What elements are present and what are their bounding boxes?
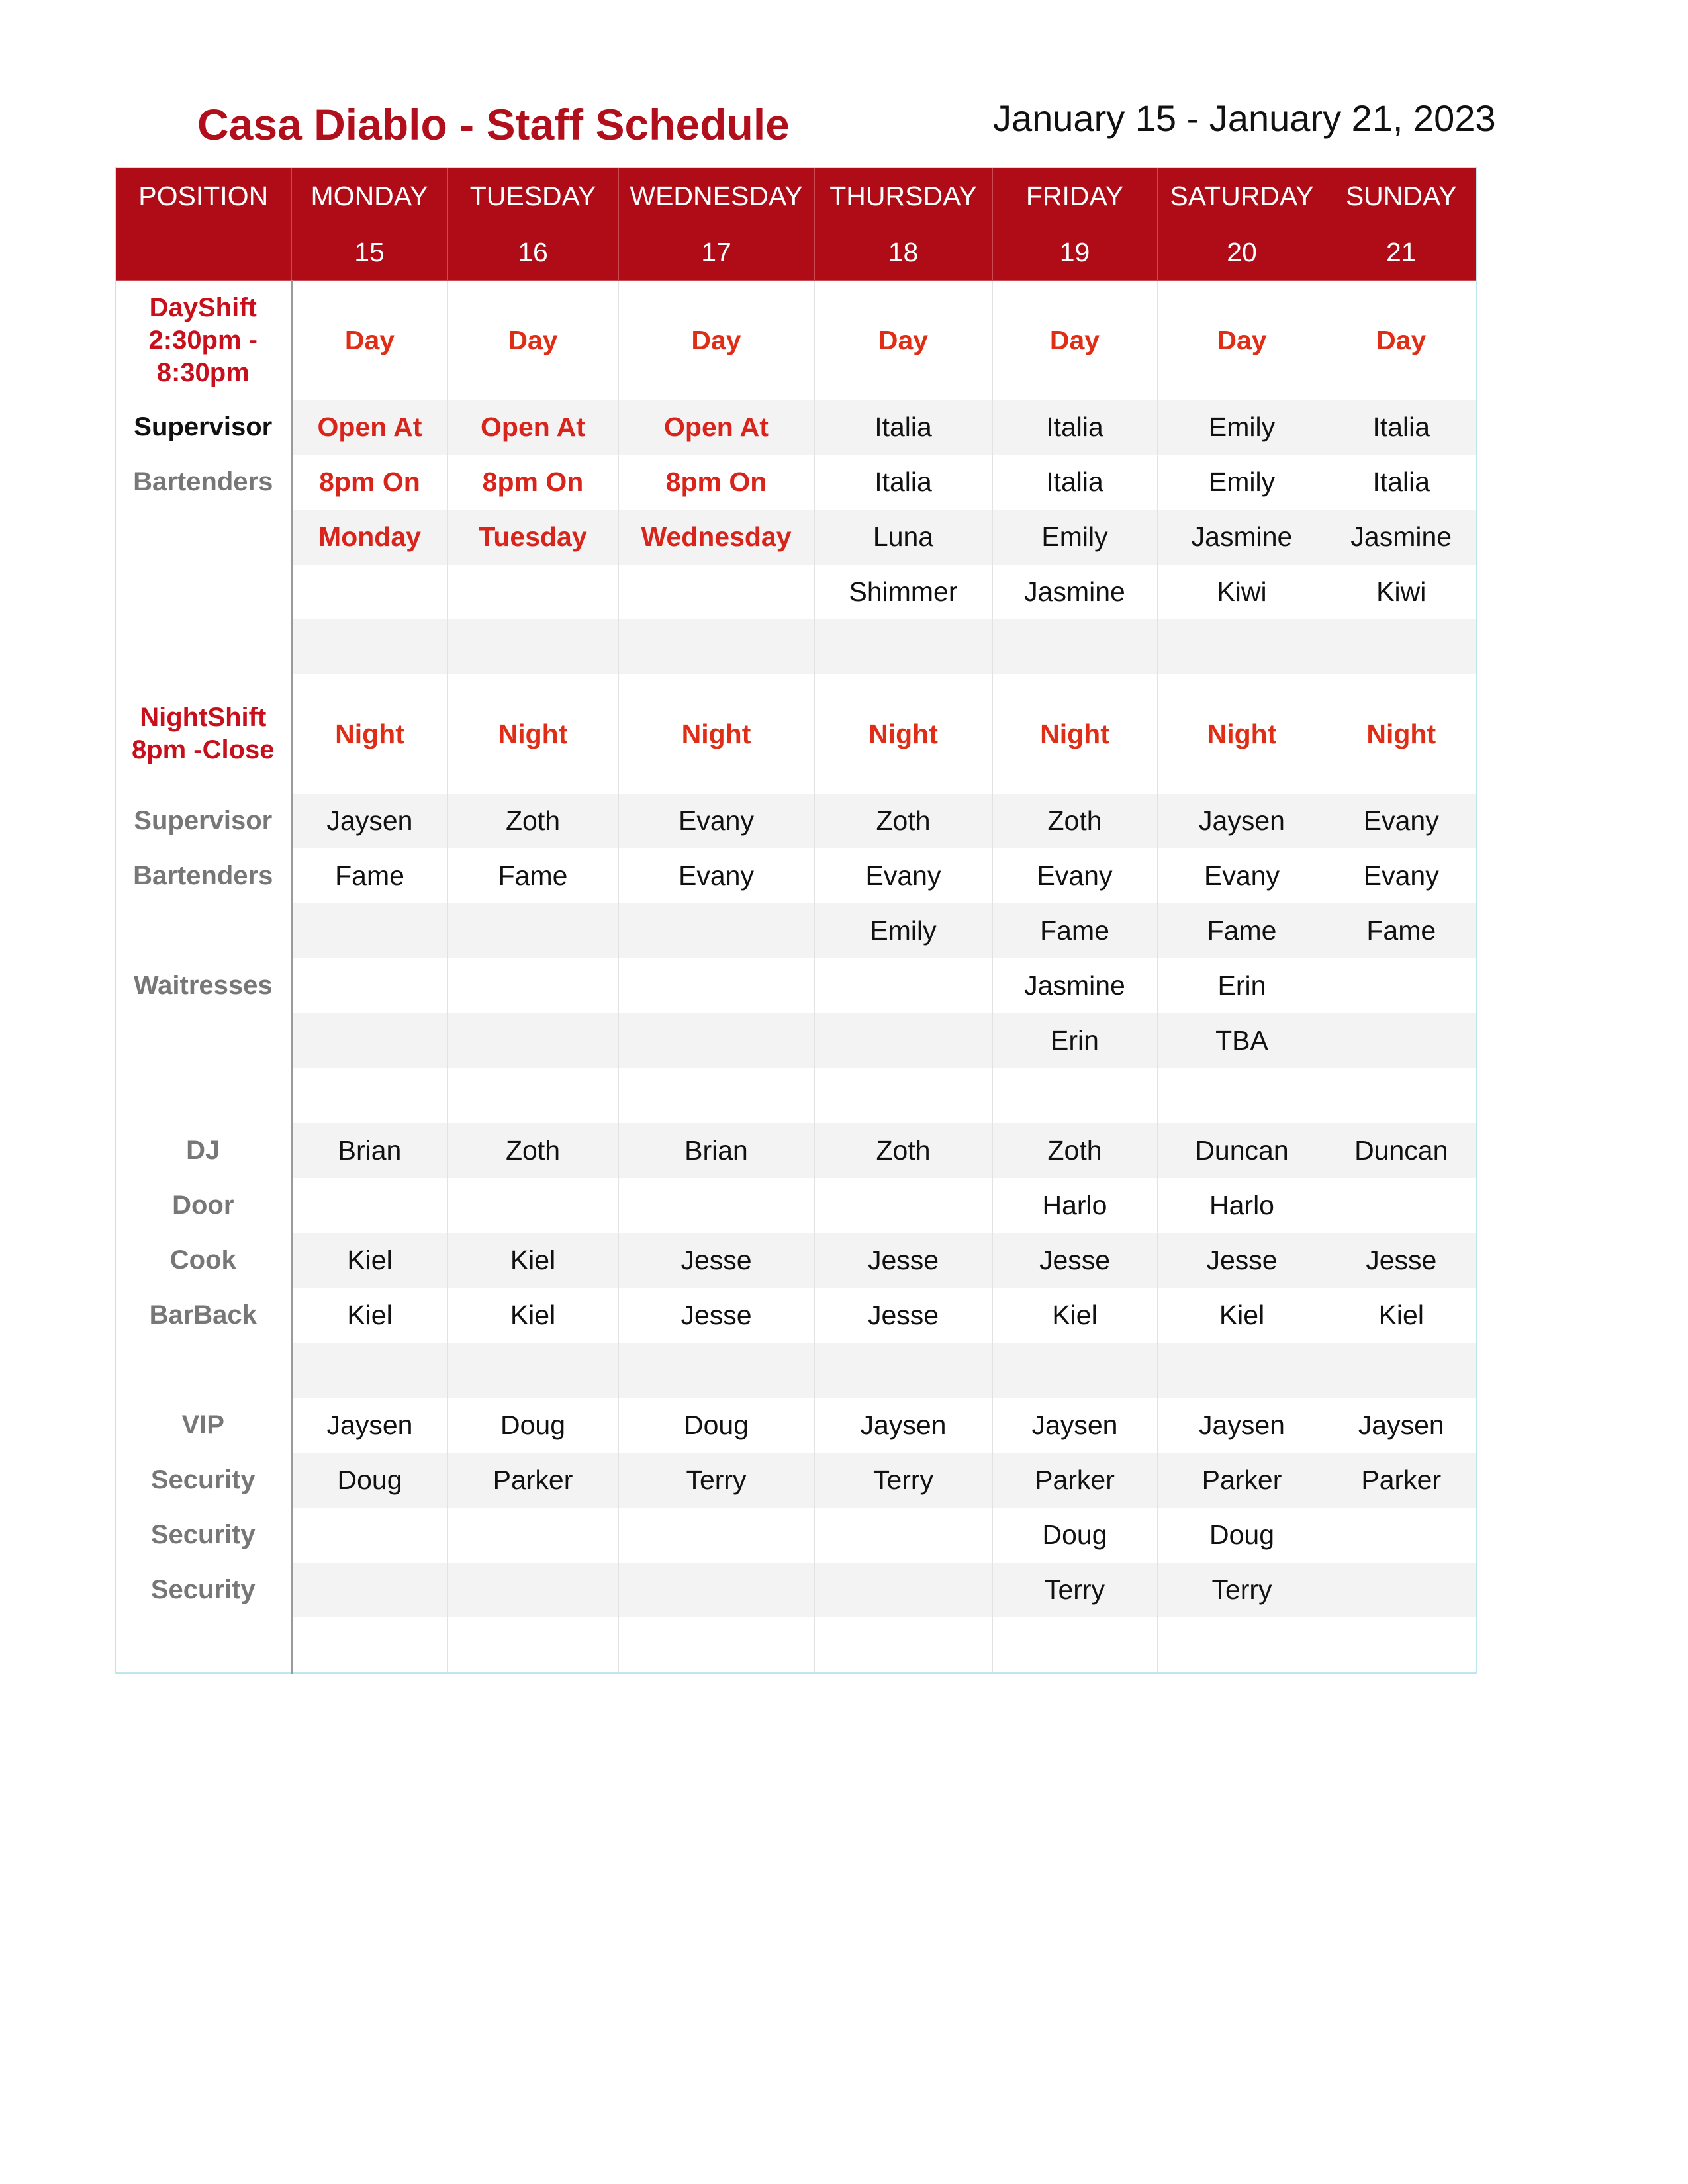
day-shift-label-line: 8:30pm bbox=[156, 357, 250, 387]
position-label: Cook bbox=[115, 1233, 291, 1288]
spacer-row bbox=[115, 619, 1476, 674]
header-date: 17 bbox=[618, 224, 814, 281]
schedule-cell: Kiel bbox=[1157, 1288, 1327, 1343]
position-label: Bartenders bbox=[115, 455, 291, 510]
table-row bbox=[115, 848, 1476, 903]
schedule-cell: Doug bbox=[447, 1398, 618, 1453]
schedule-cell bbox=[447, 1178, 618, 1233]
schedule-cell: Harlo bbox=[992, 1178, 1157, 1233]
schedule-cell: Zoth bbox=[814, 794, 992, 848]
schedule-cell bbox=[814, 1013, 992, 1068]
day-banner-cell: Day bbox=[291, 281, 447, 400]
schedule-cell: TBA bbox=[1157, 1013, 1327, 1068]
header-day: FRIDAY bbox=[992, 167, 1157, 224]
schedule-cell: Open At bbox=[291, 400, 447, 455]
schedule-cell: Italia bbox=[814, 400, 992, 455]
position-label bbox=[115, 510, 291, 565]
schedule-cell bbox=[814, 1508, 992, 1563]
schedule-cell: Fame bbox=[447, 848, 618, 903]
schedule-cell bbox=[618, 565, 814, 619]
schedule-cell bbox=[1327, 1563, 1476, 1617]
schedule-cell bbox=[618, 1013, 814, 1068]
table-row bbox=[115, 1013, 1476, 1068]
schedule-cell: Jaysen bbox=[291, 1398, 447, 1453]
schedule-cell: Jesse bbox=[1157, 1233, 1327, 1288]
spacer-row bbox=[115, 1617, 1476, 1673]
schedule-cell bbox=[447, 1013, 618, 1068]
position-label bbox=[115, 1013, 291, 1068]
spacer-cell bbox=[291, 619, 447, 674]
schedule-cell bbox=[618, 1563, 814, 1617]
schedule-cell: Emily bbox=[814, 903, 992, 958]
header-day: THURSDAY bbox=[814, 167, 992, 224]
day-banner-cell: Day bbox=[814, 281, 992, 400]
header-days-row bbox=[115, 167, 1476, 224]
schedule-cell bbox=[814, 1178, 992, 1233]
schedule-cell bbox=[291, 1563, 447, 1617]
table-row bbox=[115, 1563, 1476, 1617]
schedule-cell: Jaysen bbox=[992, 1398, 1157, 1453]
table-row bbox=[115, 400, 1476, 455]
schedule-cell bbox=[447, 1563, 618, 1617]
schedule-cell: Parker bbox=[1327, 1453, 1476, 1508]
position-label: Security bbox=[115, 1508, 291, 1563]
schedule-cell: Fame bbox=[1327, 903, 1476, 958]
spacer-cell bbox=[291, 1068, 447, 1123]
position-label: Security bbox=[115, 1453, 291, 1508]
schedule-cell: Open At bbox=[447, 400, 618, 455]
schedule-cell bbox=[618, 1508, 814, 1563]
table-row bbox=[115, 1508, 1476, 1563]
night-banner-cell: Night bbox=[814, 674, 992, 794]
schedule-cell bbox=[291, 565, 447, 619]
spacer-cell bbox=[992, 1617, 1157, 1673]
table-row bbox=[115, 1453, 1476, 1508]
spacer-cell bbox=[115, 1343, 291, 1398]
schedule-cell: Erin bbox=[992, 1013, 1157, 1068]
schedule-cell: Shimmer bbox=[814, 565, 992, 619]
schedule-cell: Duncan bbox=[1157, 1123, 1327, 1178]
schedule-cell: Evany bbox=[992, 848, 1157, 903]
spacer-cell bbox=[1327, 1617, 1476, 1673]
table-row bbox=[115, 1398, 1476, 1453]
schedule-cell: Kiel bbox=[447, 1233, 618, 1288]
spacer-cell bbox=[1157, 1068, 1327, 1123]
schedule-cell: Italia bbox=[992, 400, 1157, 455]
position-label: Bartenders bbox=[115, 848, 291, 903]
schedule-cell bbox=[1327, 1013, 1476, 1068]
schedule-cell: Kiwi bbox=[1327, 565, 1476, 619]
schedule-cell: Jasmine bbox=[1327, 510, 1476, 565]
day-banner-cell: Day bbox=[447, 281, 618, 400]
header-position: POSITION bbox=[115, 167, 291, 224]
schedule-cell: Italia bbox=[1327, 400, 1476, 455]
header-date: 16 bbox=[447, 224, 618, 281]
night-banner-cell: Night bbox=[1157, 674, 1327, 794]
schedule-cell: Brian bbox=[291, 1123, 447, 1178]
night-shift-label-line: 8pm -Close bbox=[131, 735, 275, 764]
night-shift-label bbox=[115, 674, 291, 794]
position-label: Supervisor bbox=[115, 794, 291, 848]
spacer-cell bbox=[115, 619, 291, 674]
spacer-cell bbox=[992, 619, 1157, 674]
schedule-cell: Evany bbox=[618, 848, 814, 903]
schedule-cell bbox=[1327, 1178, 1476, 1233]
spacer-cell bbox=[618, 1343, 814, 1398]
schedule-cell: Fame bbox=[291, 848, 447, 903]
table-row bbox=[115, 903, 1476, 958]
position-label: BarBack bbox=[115, 1288, 291, 1343]
spacer-cell bbox=[1157, 619, 1327, 674]
table-row bbox=[115, 1233, 1476, 1288]
header-day: SATURDAY bbox=[1157, 167, 1327, 224]
schedule-cell: Zoth bbox=[992, 794, 1157, 848]
schedule-cell: 8pm On bbox=[291, 455, 447, 510]
spacer-row bbox=[115, 1343, 1476, 1398]
schedule-cell: 8pm On bbox=[447, 455, 618, 510]
spacer-cell bbox=[447, 1617, 618, 1673]
schedule-cell: Italia bbox=[814, 455, 992, 510]
spacer-cell bbox=[618, 1617, 814, 1673]
schedule-cell: Kiel bbox=[992, 1288, 1157, 1343]
night-shift-label-line: NightShift bbox=[140, 703, 267, 732]
schedule-table bbox=[115, 167, 1477, 1674]
schedule-cell: Open At bbox=[618, 400, 814, 455]
schedule-cell: Kiel bbox=[291, 1233, 447, 1288]
night-banner-cell: Night bbox=[447, 674, 618, 794]
schedule-cell: 8pm On bbox=[618, 455, 814, 510]
header-date: 21 bbox=[1327, 224, 1476, 281]
schedule-cell bbox=[291, 903, 447, 958]
spacer-cell bbox=[1157, 1343, 1327, 1398]
header-day: TUESDAY bbox=[447, 167, 618, 224]
spacer-cell bbox=[814, 1343, 992, 1398]
header-day: MONDAY bbox=[291, 167, 447, 224]
schedule-cell: Jesse bbox=[618, 1233, 814, 1288]
day-banner-cell: Day bbox=[618, 281, 814, 400]
schedule-cell: Luna bbox=[814, 510, 992, 565]
schedule-cell: Jesse bbox=[618, 1288, 814, 1343]
schedule-cell: Brian bbox=[618, 1123, 814, 1178]
day-banner-cell: Day bbox=[1327, 281, 1476, 400]
schedule-cell: Jaysen bbox=[1327, 1398, 1476, 1453]
schedule-cell: Evany bbox=[618, 794, 814, 848]
schedule-cell: Jaysen bbox=[1157, 794, 1327, 848]
schedule-cell: Evany bbox=[814, 848, 992, 903]
schedule-cell: Jasmine bbox=[992, 565, 1157, 619]
schedule-cell: Jaysen bbox=[814, 1398, 992, 1453]
position-label: VIP bbox=[115, 1398, 291, 1453]
schedule-cell: Fame bbox=[992, 903, 1157, 958]
night-banner-cell: Night bbox=[992, 674, 1157, 794]
day-banner-cell: Day bbox=[992, 281, 1157, 400]
spacer-cell bbox=[814, 619, 992, 674]
spacer-cell bbox=[618, 619, 814, 674]
table-row bbox=[115, 958, 1476, 1013]
day-banner-cell: Day bbox=[1157, 281, 1327, 400]
schedule-cell bbox=[618, 958, 814, 1013]
schedule-cell bbox=[291, 1508, 447, 1563]
header-dates-row bbox=[115, 224, 1476, 281]
schedule-cell: Parker bbox=[992, 1453, 1157, 1508]
schedule-cell: Kiel bbox=[447, 1288, 618, 1343]
schedule-cell bbox=[618, 903, 814, 958]
schedule-cell bbox=[618, 1178, 814, 1233]
header-blank bbox=[115, 224, 291, 281]
schedule-cell: Emily bbox=[1157, 455, 1327, 510]
schedule-cell: Duncan bbox=[1327, 1123, 1476, 1178]
schedule-cell: Parker bbox=[447, 1453, 618, 1508]
schedule-cell: Terry bbox=[814, 1453, 992, 1508]
table-row bbox=[115, 1288, 1476, 1343]
day-shift-label-line: 2:30pm - bbox=[148, 325, 258, 355]
schedule-cell: Zoth bbox=[447, 794, 618, 848]
spacer-cell bbox=[1327, 1068, 1476, 1123]
schedule-cell: Tuesday bbox=[447, 510, 618, 565]
schedule-cell: Emily bbox=[1157, 400, 1327, 455]
schedule-cell bbox=[447, 903, 618, 958]
schedule-cell: Erin bbox=[1157, 958, 1327, 1013]
schedule-cell: Doug bbox=[992, 1508, 1157, 1563]
schedule-cell bbox=[447, 565, 618, 619]
schedule-cell: Jesse bbox=[992, 1233, 1157, 1288]
schedule-cell: Jesse bbox=[814, 1288, 992, 1343]
spacer-cell bbox=[447, 619, 618, 674]
header-day: WEDNESDAY bbox=[618, 167, 814, 224]
spacer-cell bbox=[1327, 619, 1476, 674]
schedule-cell: Kiwi bbox=[1157, 565, 1327, 619]
position-label: DJ bbox=[115, 1123, 291, 1178]
date-range: January 15 - January 21, 2023 bbox=[993, 97, 1496, 139]
schedule-cell: Evany bbox=[1157, 848, 1327, 903]
header-date: 19 bbox=[992, 224, 1157, 281]
position-label: Supervisor bbox=[115, 400, 291, 455]
schedule-cell: Jaysen bbox=[291, 794, 447, 848]
schedule-cell: Harlo bbox=[1157, 1178, 1327, 1233]
night-banner-cell: Night bbox=[1327, 674, 1476, 794]
spacer-cell bbox=[992, 1068, 1157, 1123]
schedule-cell: Doug bbox=[618, 1398, 814, 1453]
header-date: 18 bbox=[814, 224, 992, 281]
schedule-cell: Jasmine bbox=[992, 958, 1157, 1013]
night-banner-cell: Night bbox=[291, 674, 447, 794]
schedule-cell: Jesse bbox=[1327, 1233, 1476, 1288]
header-date: 15 bbox=[291, 224, 447, 281]
schedule-cell: Monday bbox=[291, 510, 447, 565]
position-label: Door bbox=[115, 1178, 291, 1233]
spacer-cell bbox=[291, 1343, 447, 1398]
spacer-cell bbox=[1157, 1617, 1327, 1673]
spacer-cell bbox=[115, 1068, 291, 1123]
position-label bbox=[115, 565, 291, 619]
page-title: Casa Diablo - Staff Schedule bbox=[197, 100, 790, 149]
spacer-cell bbox=[447, 1068, 618, 1123]
position-label: Security bbox=[115, 1563, 291, 1617]
schedule-cell: Jesse bbox=[814, 1233, 992, 1288]
schedule-cell: Doug bbox=[291, 1453, 447, 1508]
schedule-cell bbox=[1327, 958, 1476, 1013]
schedule-cell: Terry bbox=[1157, 1563, 1327, 1617]
table-row bbox=[115, 455, 1476, 510]
table-row bbox=[115, 510, 1476, 565]
table-row bbox=[115, 565, 1476, 619]
schedule-cell: Parker bbox=[1157, 1453, 1327, 1508]
header-day: SUNDAY bbox=[1327, 167, 1476, 224]
day-shift-label-line: DayShift bbox=[149, 293, 257, 322]
day-shift-banner-row bbox=[115, 281, 1476, 400]
schedule-cell bbox=[814, 1563, 992, 1617]
schedule-cell: Terry bbox=[618, 1453, 814, 1508]
schedule-cell bbox=[291, 1013, 447, 1068]
position-label bbox=[115, 903, 291, 958]
header-date: 20 bbox=[1157, 224, 1327, 281]
position-label: Waitresses bbox=[115, 958, 291, 1013]
schedule-cell: Zoth bbox=[992, 1123, 1157, 1178]
schedule-cell: Wednesday bbox=[618, 510, 814, 565]
schedule-cell bbox=[447, 958, 618, 1013]
schedule-cell bbox=[814, 958, 992, 1013]
schedule-cell: Kiel bbox=[291, 1288, 447, 1343]
spacer-cell bbox=[814, 1068, 992, 1123]
schedule-cell: Evany bbox=[1327, 794, 1476, 848]
schedule-cell: Fame bbox=[1157, 903, 1327, 958]
table-row bbox=[115, 1178, 1476, 1233]
spacer-cell bbox=[618, 1068, 814, 1123]
schedule-cell: Kiel bbox=[1327, 1288, 1476, 1343]
night-shift-banner-row bbox=[115, 674, 1476, 794]
spacer-cell bbox=[291, 1617, 447, 1673]
spacer-cell bbox=[1327, 1343, 1476, 1398]
spacer-cell bbox=[115, 1617, 291, 1673]
schedule-cell: Zoth bbox=[814, 1123, 992, 1178]
table-row bbox=[115, 794, 1476, 848]
schedule-cell: Jaysen bbox=[1157, 1398, 1327, 1453]
spacer-cell bbox=[447, 1343, 618, 1398]
spacer-cell bbox=[814, 1617, 992, 1673]
day-shift-label bbox=[115, 281, 291, 400]
schedule-cell bbox=[1327, 1508, 1476, 1563]
schedule-cell: Evany bbox=[1327, 848, 1476, 903]
table-row bbox=[115, 1123, 1476, 1178]
spacer-cell bbox=[992, 1343, 1157, 1398]
schedule-cell: Terry bbox=[992, 1563, 1157, 1617]
schedule-cell bbox=[291, 1178, 447, 1233]
schedule-cell: Jasmine bbox=[1157, 510, 1327, 565]
spacer-row bbox=[115, 1068, 1476, 1123]
schedule-cell: Doug bbox=[1157, 1508, 1327, 1563]
schedule-cell bbox=[447, 1508, 618, 1563]
schedule-cell bbox=[291, 958, 447, 1013]
schedule-cell: Zoth bbox=[447, 1123, 618, 1178]
schedule-cell: Italia bbox=[992, 455, 1157, 510]
schedule-cell: Italia bbox=[1327, 455, 1476, 510]
night-banner-cell: Night bbox=[618, 674, 814, 794]
schedule-cell: Emily bbox=[992, 510, 1157, 565]
